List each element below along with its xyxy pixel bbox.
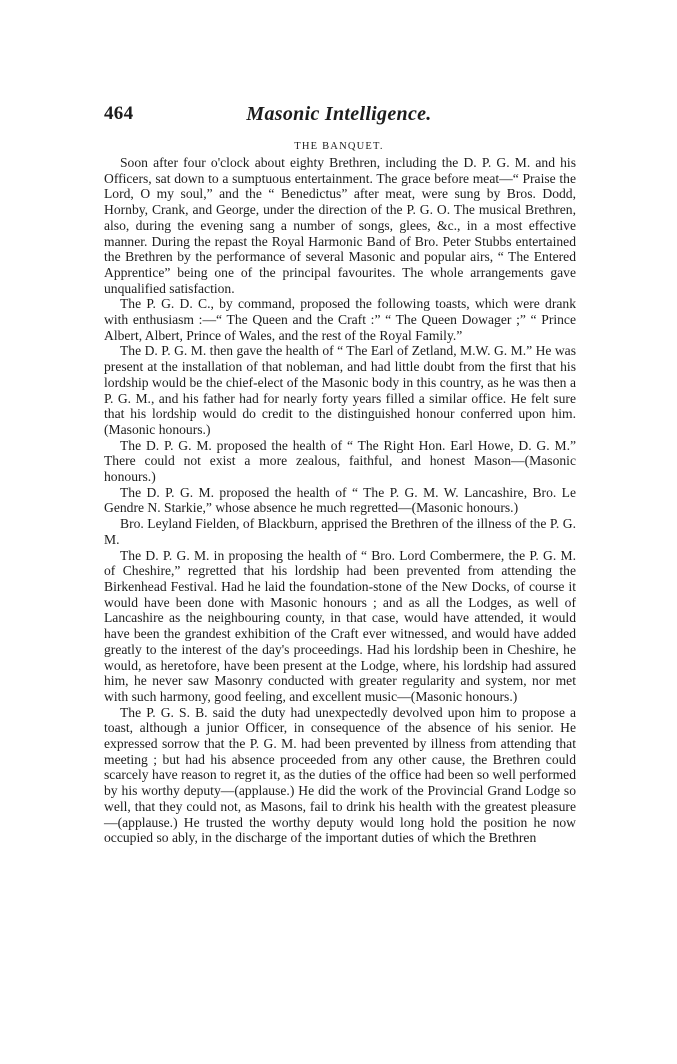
paragraph-pgsb-toast: The P. G. S. B. said the duty had unexpectedly devolved upon him to propose a toast, although a junior Officer, in consequence of the absence of his senior. He expressed sorrow that the P. G. M. had been prevented by illness from attending that meeting ; but had his absence proceeded from any other cause, the Brethren could scarcely have reason to regret it, as the duties of the office had been so well performed by his worthy deputy—(applause.) He did the work of the Provincial Grand Lodge so well, that they could not, as Masons, fail to drink his health with the greatest pleasure—(applause.) He trusted the worthy deputy would long hold the position he now occupied so ably, in the discharge of the important duties of which the Brethren: [104, 704, 576, 846]
paragraph-banquet: Soon after four o'clock about eighty Brethren, including the D. P. G. M. and his Officers, sat down to a sumptuous entertainment. The grace before meat—“ Praise the Lord, O my soul,” and the “ Benedictus” after meat, were sung by Bros. Dodd, Hornby, Crank, and George, under the direction of the P. G. O. The musical Brethren, also, during the evening sang a number of songs, glees, &c., in a most effective manner. During the repast the Royal Harmonic Band of Bro. Peter Stubbs entertained the Brethren by the performance of several Masonic and popular airs, “ The Entered Apprentice” being one of the principal favourites. The whole arrangements gave unqualified satisfaction.: [104, 155, 576, 296]
paragraph-earl-zetland: The D. P. G. M. then gave the health of “ The Earl of Zetland, M.W. G. M.” He was present at the installation of that nobleman, and had little doubt from the first that his lordship would be the chief-elect of the Masonic body in this country, as he was then a P. G. M., and his father had for nearly forty years filled a similar office. He felt sure that his lordship would do credit to the distinguished honour conferred upon him. (Masonic honours.): [104, 343, 576, 437]
paragraph-pgm-lancashire: The D. P. G. M. proposed the health of “ The P. G. M. W. Lancashire, Bro. Le Gendre N. Starkie,” whose absence he much regretted—(Masonic honours.): [104, 484, 576, 516]
page-header: [104, 103, 574, 133]
article-body: [104, 155, 576, 846]
paragraph-leyland-fielden: Bro. Leyland Fielden, of Blackburn, apprised the Brethren of the illness of the P. G. M.: [104, 516, 576, 547]
paragraph-earl-howe: The D. P. G. M. proposed the health of “ The Right Hon. Earl Howe, D. G. M.” There could not exist a more zealous, faithful, and honest Mason—(Masonic honours.): [104, 437, 576, 485]
running-head: Masonic Intelligence.: [246, 103, 432, 125]
paragraph-lord-combermere: The D. P. G. M. in proposing the health of “ Bro. Lord Combermere, the P. G. M. of Cheshire,” regretted that his lordship had been prevented from attending the Birkenhead Festival. Had he laid the foundation-stone of the New Docks, of course it would have been done with Masonic honours ; and as all the Lodges, as well of Lancashire as the neighbouring county, in that case, would have attended, it would have been the grandest exhibition of the Craft ever witnessed, and would have added greatly to the interest of the day's proceedings. Had his lordship been in Cheshire, he would, as heretofore, have been present at the Lodge, where, his lordship had assured him, he never saw Masonry conducted with greater regularity and system, nor met with such harmony, good feeling, and excellent music—(Masonic honours.): [104, 547, 576, 704]
section-heading: THE BANQUET.: [294, 141, 384, 152]
paragraph-toasts: The P. G. D. C., by command, proposed the following toasts, which were drank with enthusiasm :—“ The Queen and the Craft :” “ The Queen Dowager ;” “ Prince Albert, Albert, Prince of Wales, and the rest of the Royal Family.”: [104, 296, 576, 343]
page-number: 464: [104, 103, 134, 124]
